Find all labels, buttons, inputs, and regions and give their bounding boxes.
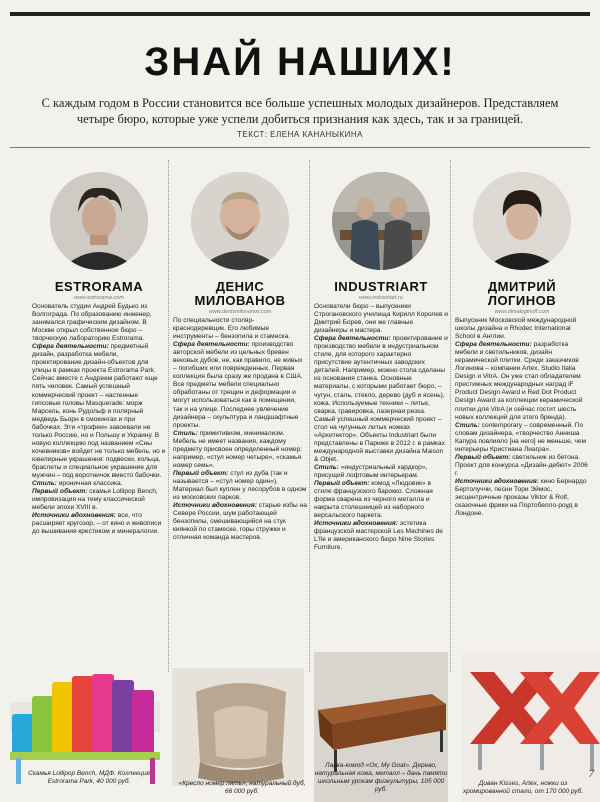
- portrait-photo: [50, 172, 148, 270]
- author-credit: ТЕКСТ: ЕЛЕНА КАНАНЫКИНА: [237, 130, 363, 139]
- page-title: ЗНАЙ НАШИХ!: [144, 40, 456, 84]
- portrait-photo: [332, 172, 430, 270]
- separator: [10, 147, 590, 148]
- designer-bio: По специальности столяр-краснодеревщик. Его любимые инструменты – бензопила и стамеска. Сфера деятельности: производство авторской мебели из цельных бревен вековых дубов, не, как правило, не живых – погибших или поврежденных. Первая коллекция была сразу же продана в США. Все предметы мебели специально обработаны от трещин и деформации и могут использоваться как в помещении, так и на улице. Последнее увлечение дизайнера – скульптура и ландшафтные проекты. Стиль: примитивизм, минимализм. Мебель не имеет названия, каждому предмету присвоен определенный номер: например, «стул номер четыре», «скамья номер семь». Первый объект: стул из дуба (так и называется – «стул номер один»). Материал был куплен у лесорубов в одном из московских парков. Источники вдохновения: старые избы на Севере России, шум работающей бензопилы, смешивающийся на стук киянкой по стамеске, горы стружки и отличная команда мастеров.: [173, 317, 307, 542]
- portrait-photo: [191, 172, 289, 270]
- photo-caption: Лавка-комод «Ох, My Goat». Дерево, натуральная кожа, металл – дань памяти школьным урокам физкультуры, 105 000 руб.: [314, 762, 448, 793]
- designer-url[interactable]: www.dimaloginoff.com: [494, 309, 550, 315]
- portrait-photo: [473, 172, 571, 270]
- designer-bio: Основатели бюро – выпускники Строгановского училища Кирилл Королев и Дмитрий Борев, они же главные дизайнеры и мастера. Сфера деятельности: проектирование и производство мебели в индустриальном стиле, для которого характерно присутствие аутентичных заводских деталей. Например, можно стола сделаны из основания станка. Основные материалы, с которыми работает бюро, – чугун, сталь, стекло, дерево (дуб и ясень), кожа. Используемые техники – литье, сварка, гравировка, лазерная резка. Самый успешный коммерческий проект – стол на чугунных литых ножках «Архитектор». Объекты Industriart были представлены в Париже в 2012 г. в рамках международной выставки дизайна Maison & Objet. Стиль: «индустриальный хардкор», присущий лофтовым интерьерам. Первый объект: комод «Людовик» в стиле французского барокко. Сложная форма сварена из черного металла и накрыта столешницей из наборного версальского паркета. Источники вдохновения: эстетика французской мастерской Les Machines de L'île и американского бюро Nine Stories Furniture.: [314, 303, 448, 552]
- designer-column-industriart: [314, 160, 448, 552]
- page-number: 7: [588, 768, 594, 780]
- photo-caption: Скамья Lollipop Bench, МДФ. Коллекция Estrorama Park, 40 000 руб.: [28, 770, 150, 785]
- designer-name: ДЕНИС МИЛОВАНОВ: [194, 279, 286, 308]
- product-photos: [0, 652, 600, 802]
- column-divider: [450, 160, 451, 672]
- photo-caption: Диван Kisses, Artex, ножки из хромированной стали, от 170 000 руб.: [462, 780, 584, 795]
- lollipop-bench-image: [10, 674, 160, 784]
- designer-name: ДМИТРИЙ ЛОГИНОВ: [487, 279, 557, 308]
- oak-chair-image: [172, 668, 304, 786]
- designer-column-milovanov: [173, 160, 307, 542]
- designer-url[interactable]: www.estrorama.com: [74, 295, 124, 301]
- designer-column-loginov: [455, 160, 589, 518]
- designer-bio: Основатель студии Андрей Будько из Волгограда. По образованию инженер, занимался графическим дизайном. В Москве открыл собственное бюро – творческую лабораторию Estrorama. Сфера деятельности: предметный дизайн, разработка мебели, проектирование дизайн-объектов для улицы в рамках проекта Estrorama Park. Сейчас вместе с Андреем работают еще пять человек. Самый успешный коммерческий проект – настенные гипсовые головы Masquerade: морж Марсель, конь Рудольф и полярный медведь Бьорн в смокингах и при бабочках. Эти «трофеи» завоевали не только Россию, но и Польшу и Украину. В новую коллекцию под названием «Сны кочевников» войдет не только мебель, но и ювелирные украшения: подвески, кольца, браслеты и специальное украшение для мужчин – под воротничок вместо бабочки. Стиль: ироничная классика. Первый объект: скамья Lollipop Bench, импровизация на тему классической мебели эпохи XVIII в. Источники вдохновения: все, что расширяет кругозор, – от кино и живописи до вышивания крестиком и минералогии.: [32, 303, 166, 536]
- top-rule: [10, 12, 590, 16]
- designer-name: INDUSTRIART: [334, 279, 428, 294]
- designer-column-estrorama: [32, 160, 166, 536]
- designer-url[interactable]: www.denismilovanov.com: [208, 309, 272, 315]
- photo-caption: «Кресло номер пять», натуральный дуб, 66 000 руб.: [178, 780, 306, 795]
- designer-bio: Выпускник Московской международной школы дизайна и Rhodec International School в Англии. Сфера деятельности: разработка мебели и светильников, дизайн керамической плитки. Среди заказчиков Логинова – компании Artex, Studio Italia Design и VitrA. Он уже стал обладателем престижных международных наград iF Product Design Award и Red Dot Product Design Award за коллекции керамической плитки для VitrA (и сейчас гостит шесть новых коллекций для этого бренда). Стиль: contemporary – современный. По словам дизайнера, «творчество Анниша Капура повлияло [на него] не меньше, чем интерьеры Кристиана Лиагра». Первый объект: светильник из бетона. Проект для конкурса «Дизайн-дебют» 2006 г. Источники вдохновения: кино Бернардо Бертолуччи, песни Тори Эймос, эксцентричные проказы Viktor & Rolf, сказочные фрики на Портобелло-роуд в Лондоне.: [455, 317, 588, 518]
- column-divider: [168, 160, 169, 672]
- lead-text: С каждым годом в России становится все больше успешных молодых дизайнеров. Представляем четыре бюро, которые уже успели добиться признания как здесь, так и за границей.: [41, 96, 559, 126]
- designer-name: ESTRORAMA: [54, 279, 144, 294]
- column-divider: [309, 160, 310, 672]
- designer-url[interactable]: www.industriart.ru: [359, 295, 403, 301]
